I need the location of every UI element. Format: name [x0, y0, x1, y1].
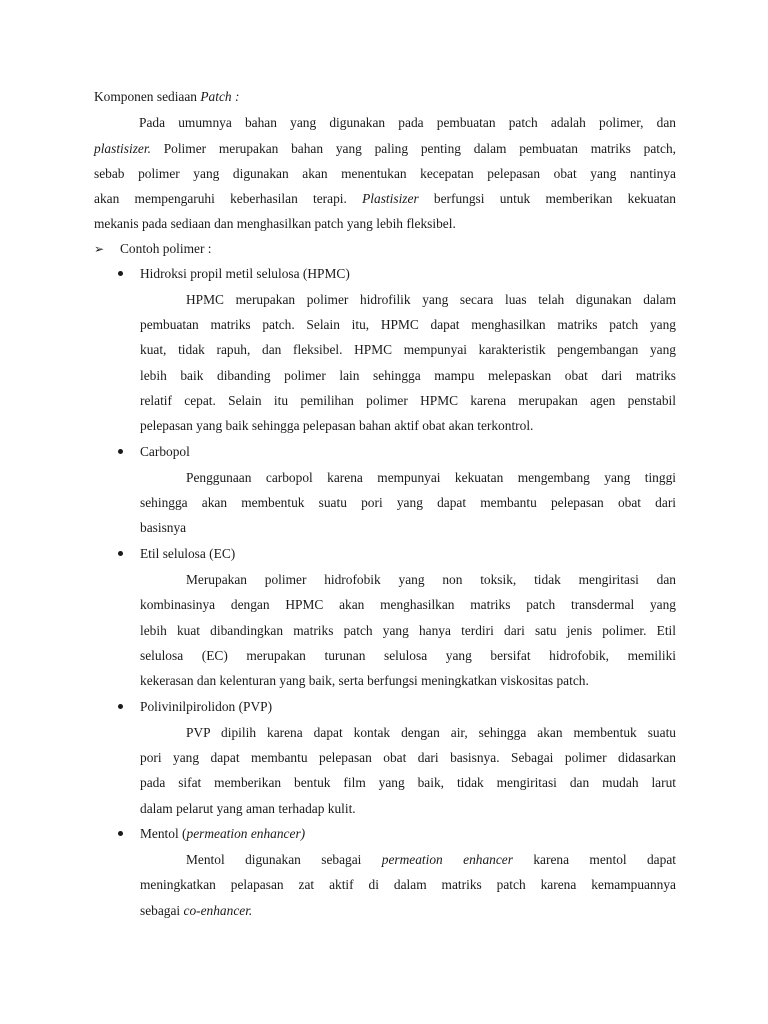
item-heading-pvp: Polivinilpirolidon (PVP) — [140, 699, 273, 714]
bullet-icon — [118, 551, 123, 556]
mentol-line-1: Mentol digunakan sebagai permeation enhancer karena mentol dapat — [186, 852, 676, 867]
intro-line-3: sebab polimer yang digunakan akan menentukan kecepatan pelepasan obat yang nantinya — [94, 166, 676, 181]
item-heading-ec: Etil selulosa (EC) — [140, 546, 236, 561]
bullet-icon — [118, 449, 123, 454]
ec-line-2: kombinasinya dengan HPMC akan menghasilkan matriks patch transdermal yang — [140, 597, 676, 612]
carbopol-line-1: Penggunaan carbopol karena mempunyai kekuatan mengembang yang tinggi — [186, 470, 676, 485]
carbopol-line-3: basisnya — [140, 520, 187, 535]
pvp-line-3: pada sifat memberikan bentuk film yang baik, tidak mengiritasi dan mudah larut — [140, 775, 676, 790]
bullet-icon — [118, 831, 123, 836]
hpmc-line-6: pelepasan yang baik sehingga pelepasan bahan aktif obat akan terkontrol. — [140, 418, 534, 433]
hpmc-line-5: relatif cepat. Selain itu pemilihan polimer HPMC karena merupakan agen penstabil — [140, 393, 676, 408]
pvp-line-2: pori yang dapat membantu pelepasan obat dari basisnya. Sebagai polimer didasarkan — [140, 750, 676, 765]
intro-line-1: Pada umumnya bahan yang digunakan pada pembuatan patch adalah polimer, dan — [139, 115, 676, 130]
bullet-icon — [118, 704, 123, 709]
intro-line-5: mekanis pada sediaan dan menghasilkan patch yang lebih fleksibel. — [94, 216, 456, 231]
ec-line-1: Merupakan polimer hidrofobik yang non toksik, tidak mengiritasi dan — [186, 572, 676, 587]
item-heading-carbopol: Carbopol — [140, 444, 190, 459]
bullet-icon — [118, 271, 123, 276]
intro-line-4: akan mempengaruhi keberhasilan terapi. Plastisizer berfungsi untuk memberikan kekuatan — [94, 191, 676, 206]
intro-line-2: plastisizer. Polimer merupakan bahan yang paling penting dalam pembuatan matriks patch, — [94, 141, 676, 156]
ec-line-3: lebih kuat dibandingkan matriks patch yang hanya terdiri dari satu jenis polimer. Etil — [140, 623, 676, 638]
pvp-line-1: PVP dipilih karena dapat kontak dengan air, sehingga akan membentuk suatu — [186, 725, 676, 740]
carbopol-line-2: sehingga akan membentuk suatu pori yang dapat membantu pelepasan obat dari — [140, 495, 676, 510]
arrow-bullet-icon: ➢ — [94, 242, 105, 256]
ec-line-4: selulosa (EC) merupakan turunan selulosa yang bersifat hidrofobik, memiliki — [140, 648, 676, 663]
ec-line-5: kekerasan dan kelenturan yang baik, serta berfungsi meningkatkan viskositas patch. — [140, 673, 589, 688]
item-heading-mentol: Mentol (permeation enhancer) — [140, 826, 306, 841]
section-heading: Komponen sediaan Patch : — [94, 89, 240, 104]
hpmc-line-4: lebih baik dibanding polimer lain sehingga mampu melepaskan obat dari matriks — [140, 368, 676, 383]
mentol-line-3: sebagai co-enhancer. — [140, 903, 253, 918]
pvp-line-4: dalam pelarut yang aman terhadap kulit. — [140, 801, 356, 816]
hpmc-line-3: kuat, tidak rapuh, dan fleksibel. HPMC mempunyai karakteristik pengembangan yang — [140, 342, 676, 357]
list-title: Contoh polimer : — [120, 241, 212, 256]
hpmc-line-1: HPMC merupakan polimer hidrofilik yang secara luas telah digunakan dalam — [186, 292, 676, 307]
mentol-line-2: meningkatkan pelapasan zat aktif di dalam matriks patch karena kemampuannya — [140, 877, 676, 892]
hpmc-line-2: pembuatan matriks patch. Selain itu, HPMC dapat menghasilkan matriks patch yang — [140, 317, 676, 332]
item-heading-hpmc: Hidroksi propil metil selulosa (HPMC) — [140, 266, 350, 281]
